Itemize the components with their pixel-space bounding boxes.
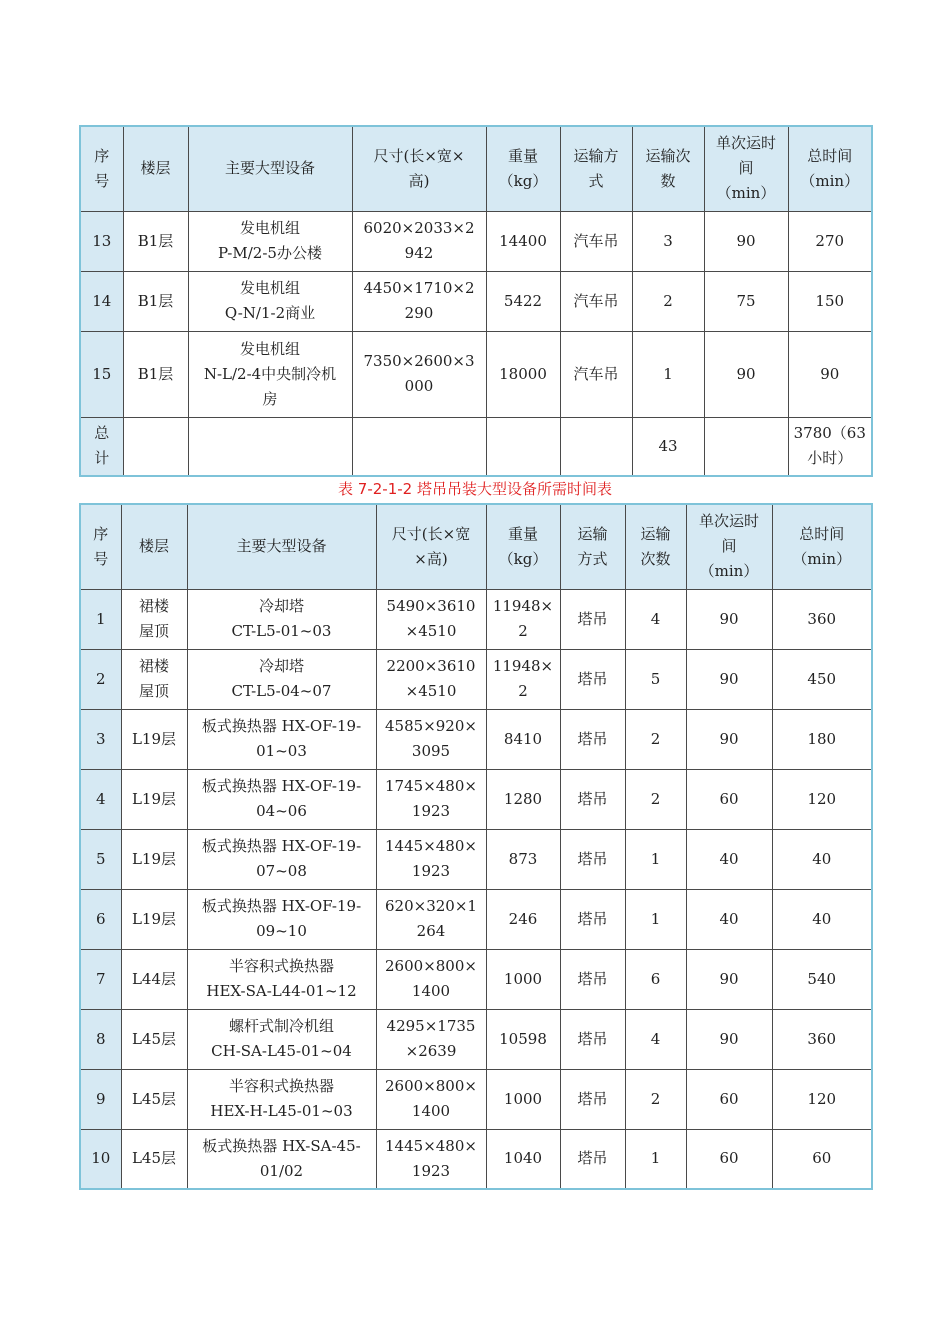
table-row	[80, 889, 872, 949]
table-cell: 246	[486, 889, 560, 949]
table-cell: B1层	[123, 211, 188, 271]
table-cell: 90	[686, 949, 772, 1009]
table-cell: 6020×2033×2 942	[352, 211, 486, 271]
table-cell: 11948× 2	[486, 649, 560, 709]
table-cell: 360	[772, 589, 872, 649]
table-cell: 60	[686, 769, 772, 829]
table-cell: 150	[788, 271, 872, 331]
column-header: 运输 次数	[625, 504, 686, 589]
table-cell: 总 计	[80, 417, 123, 476]
table-cell: 90	[704, 211, 788, 271]
column-header: 运输方 式	[560, 126, 632, 211]
column-header: 单次运时 间 （min）	[686, 504, 772, 589]
table-row	[80, 271, 872, 331]
table-row	[80, 417, 872, 476]
table-cell: 2200×3610 ×4510	[376, 649, 486, 709]
table-cell: 2600×800× 1400	[376, 949, 486, 1009]
table-cell: 汽车吊	[560, 331, 632, 417]
column-header: 楼层	[121, 504, 187, 589]
table-cell: 14	[80, 271, 123, 331]
table-cell: 40	[686, 889, 772, 949]
table-cell: 5422	[486, 271, 560, 331]
table-cell: 90	[704, 331, 788, 417]
table-cell: 塔吊	[560, 589, 625, 649]
table-cell: L45层	[121, 1129, 187, 1189]
column-header: 序 号	[80, 504, 121, 589]
table-cell: 6	[80, 889, 121, 949]
table-cell: 90	[788, 331, 872, 417]
table-cell: 4295×1735 ×2639	[376, 1009, 486, 1069]
table-cell: L19层	[121, 769, 187, 829]
table-cell: L19层	[121, 829, 187, 889]
table-cell: 2	[632, 271, 704, 331]
table-cell: L19层	[121, 889, 187, 949]
table-cell: 板式换热器 HX-OF-19- 04~06	[187, 769, 376, 829]
table-cell: 2600×800× 1400	[376, 1069, 486, 1129]
table-cell: L44层	[121, 949, 187, 1009]
table-cell: 汽车吊	[560, 211, 632, 271]
table-cell: 14400	[486, 211, 560, 271]
table-cell: 板式换热器 HX-SA-45- 01/02	[187, 1129, 376, 1189]
table-cell: 120	[772, 1069, 872, 1129]
table-cell: 3	[632, 211, 704, 271]
table-cell: 裙楼 屋顶	[121, 589, 187, 649]
table-cell: 冷却塔 CT-L5-01~03	[187, 589, 376, 649]
table-cell: 板式换热器 HX-OF-19- 09~10	[187, 889, 376, 949]
table-cell: 1040	[486, 1129, 560, 1189]
table-cell: 4585×920× 3095	[376, 709, 486, 769]
table-cell: 发电机组 Q-N/1-2商业	[188, 271, 352, 331]
table-truck-crane	[79, 125, 873, 477]
table-cell: 90	[686, 589, 772, 649]
table-cell: 60	[772, 1129, 872, 1189]
table-cell: 塔吊	[560, 1129, 625, 1189]
table-cell: 塔吊	[560, 829, 625, 889]
column-header: 重量 （kg）	[486, 504, 560, 589]
table-cell: 1280	[486, 769, 560, 829]
table-cell: 板式换热器 HX-OF-19- 07~08	[187, 829, 376, 889]
table-cell: 8410	[486, 709, 560, 769]
table-cell: 塔吊	[560, 949, 625, 1009]
table-cell: 7	[80, 949, 121, 1009]
column-header: 运输次 数	[632, 126, 704, 211]
table-cell: 1745×480× 1923	[376, 769, 486, 829]
table-cell: 4	[80, 769, 121, 829]
table-tower-crane	[79, 503, 873, 1190]
table-cell: 1	[632, 331, 704, 417]
table-cell: 6	[625, 949, 686, 1009]
table-cell: 塔吊	[560, 1009, 625, 1069]
table-cell: 2	[625, 769, 686, 829]
table-cell: 5	[80, 829, 121, 889]
column-header: 尺寸(长×宽 ×高)	[376, 504, 486, 589]
column-header: 主要大型设备	[188, 126, 352, 211]
table-cell	[560, 417, 632, 476]
table-row	[80, 769, 872, 829]
table-row	[80, 949, 872, 1009]
table-row	[80, 709, 872, 769]
table-cell: 塔吊	[560, 709, 625, 769]
table-cell: 螺杆式制冷机组 CH-SA-L45-01~04	[187, 1009, 376, 1069]
table-row	[80, 211, 872, 271]
table-cell	[188, 417, 352, 476]
table-cell: 塔吊	[560, 889, 625, 949]
table-cell: 塔吊	[560, 649, 625, 709]
table-cell: 90	[686, 649, 772, 709]
table-cell	[704, 417, 788, 476]
header-row	[80, 126, 872, 211]
table-row	[80, 1069, 872, 1129]
table-cell: 汽车吊	[560, 271, 632, 331]
table-cell: L45层	[121, 1009, 187, 1069]
column-header: 运输 方式	[560, 504, 625, 589]
table-cell: 43	[632, 417, 704, 476]
table-cell: 270	[788, 211, 872, 271]
table-cell: 3	[80, 709, 121, 769]
table-cell: 620×320×1 264	[376, 889, 486, 949]
table-cell: 2	[80, 649, 121, 709]
table-cell	[352, 417, 486, 476]
table-cell: 4	[625, 1009, 686, 1069]
table-cell: 75	[704, 271, 788, 331]
table-cell: 发电机组 N-L/2-4中央制冷机 房	[188, 331, 352, 417]
table-cell: L45层	[121, 1069, 187, 1129]
column-header: 尺寸(长×宽× 高)	[352, 126, 486, 211]
table-cell: 1	[625, 889, 686, 949]
table-cell: 1000	[486, 949, 560, 1009]
table-cell: 2	[625, 709, 686, 769]
table-row	[80, 649, 872, 709]
column-header: 总时间 （min）	[772, 504, 872, 589]
table-cell: 873	[486, 829, 560, 889]
table-cell: 1445×480× 1923	[376, 1129, 486, 1189]
table-cell: 18000	[486, 331, 560, 417]
table-cell: 10598	[486, 1009, 560, 1069]
table-cell: 540	[772, 949, 872, 1009]
table-cell: 半容积式换热器 HEX-H-L45-01~03	[187, 1069, 376, 1129]
table-row	[80, 589, 872, 649]
table2-body	[80, 504, 872, 1189]
table-cell: 1	[625, 1129, 686, 1189]
table-cell: 塔吊	[560, 769, 625, 829]
table-cell: 40	[772, 829, 872, 889]
table-cell: 10	[80, 1129, 121, 1189]
table-cell: 2	[625, 1069, 686, 1129]
table-cell: 裙楼 屋顶	[121, 649, 187, 709]
table1-body	[80, 126, 872, 476]
table-cell: 7350×2600×3 000	[352, 331, 486, 417]
table-row	[80, 331, 872, 417]
table-row	[80, 829, 872, 889]
table-cell: 半容积式换热器 HEX-SA-L44-01~12	[187, 949, 376, 1009]
table-cell: B1层	[123, 271, 188, 331]
table-cell: 11948× 2	[486, 589, 560, 649]
table-cell: 板式换热器 HX-OF-19- 01~03	[187, 709, 376, 769]
table-cell: 1	[625, 829, 686, 889]
table-cell: 9	[80, 1069, 121, 1129]
table-cell: 8	[80, 1009, 121, 1069]
table-cell: 3780（63 小时）	[788, 417, 872, 476]
column-header: 序 号	[80, 126, 123, 211]
table-cell: 40	[686, 829, 772, 889]
table-cell: 冷却塔 CT-L5-04~07	[187, 649, 376, 709]
column-header: 单次运时 间 （min）	[704, 126, 788, 211]
table-cell: 60	[686, 1069, 772, 1129]
table-cell	[123, 417, 188, 476]
column-header: 楼层	[123, 126, 188, 211]
table-cell	[486, 417, 560, 476]
table-row	[80, 1129, 872, 1189]
table-cell: L19层	[121, 709, 187, 769]
table-cell: 1445×480× 1923	[376, 829, 486, 889]
table-cell: 90	[686, 1009, 772, 1069]
column-header: 重量 （kg）	[486, 126, 560, 211]
column-header: 总时间 （min）	[788, 126, 872, 211]
table-cell: 13	[80, 211, 123, 271]
table-cell: 60	[686, 1129, 772, 1189]
table-cell: 1000	[486, 1069, 560, 1129]
table-cell: 5490×3610 ×4510	[376, 589, 486, 649]
table-cell: 发电机组 P-M/2-5办公楼	[188, 211, 352, 271]
table-cell: 1	[80, 589, 121, 649]
header-row	[80, 504, 872, 589]
table-row	[80, 1009, 872, 1069]
column-header: 主要大型设备	[187, 504, 376, 589]
table-cell: 40	[772, 889, 872, 949]
table-cell: 4450×1710×2 290	[352, 271, 486, 331]
table-cell: 180	[772, 709, 872, 769]
table-cell: 塔吊	[560, 1069, 625, 1129]
table-cell: 4	[625, 589, 686, 649]
table-cell: 450	[772, 649, 872, 709]
table-caption: 表 7-2-1-2 塔吊吊装大型设备所需时间表	[338, 480, 612, 498]
table-cell: B1层	[123, 331, 188, 417]
table-cell: 90	[686, 709, 772, 769]
table-cell: 5	[625, 649, 686, 709]
table-cell: 360	[772, 1009, 872, 1069]
table-cell: 120	[772, 769, 872, 829]
table-cell: 15	[80, 331, 123, 417]
